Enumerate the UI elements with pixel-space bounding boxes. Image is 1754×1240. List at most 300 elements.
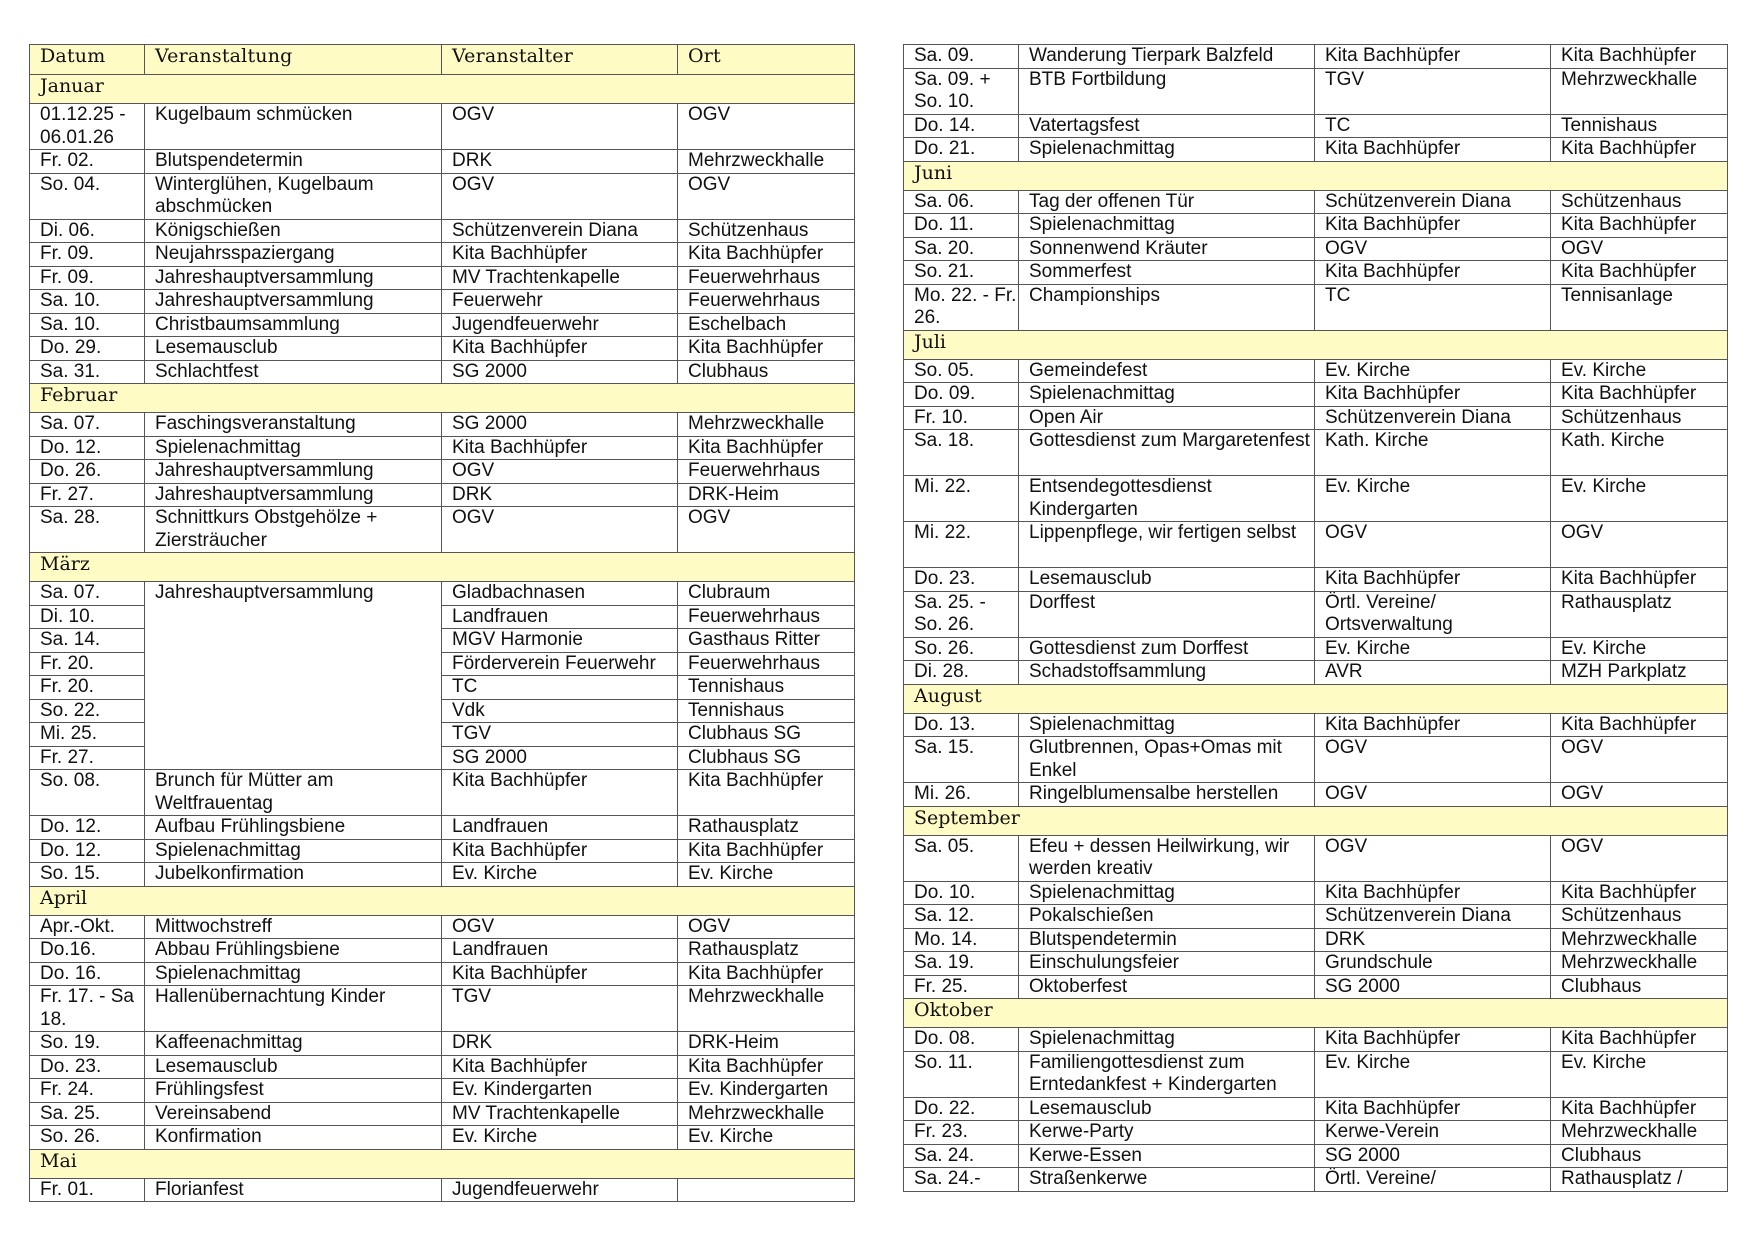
event-date: Sa. 28. xyxy=(30,507,145,553)
event-location: Kita Bachhüpfer xyxy=(1551,45,1728,69)
event-date: So. 26. xyxy=(30,1126,145,1150)
event-location: Ev. Kirche xyxy=(1551,476,1728,522)
event-row xyxy=(904,568,1728,592)
event-organizer: Kita Bachhüpfer xyxy=(1315,383,1551,407)
event-location: Kita Bachhüpfer xyxy=(678,839,855,863)
event-row xyxy=(904,835,1728,881)
event-title: Jahreshauptversammlung xyxy=(145,483,442,507)
event-location: Kita Bachhüpfer xyxy=(1551,1097,1728,1121)
event-location: Schützenhaus xyxy=(1551,406,1728,430)
event-title: Gemeindefest xyxy=(1019,359,1315,383)
event-date: Fr. 20. xyxy=(30,652,145,676)
event-organizer: Kita Bachhüpfer xyxy=(442,337,678,361)
event-location: OGV xyxy=(1551,237,1728,261)
event-date: Sa. 18. xyxy=(904,430,1019,476)
event-title: Spielenachmittag xyxy=(1019,383,1315,407)
event-title: Frühlingsfest xyxy=(145,1079,442,1103)
event-location: Schützenhaus xyxy=(1551,190,1728,214)
event-location: OGV xyxy=(1551,522,1728,568)
event-organizer: Jugendfeuerwehr xyxy=(442,313,678,337)
event-title: Einschulungsfeier xyxy=(1019,952,1315,976)
event-date: Fr. 02. xyxy=(30,150,145,174)
event-date: Sa. 05. xyxy=(904,835,1019,881)
event-organizer: Kita Bachhüpfer xyxy=(442,436,678,460)
event-location: OGV xyxy=(678,173,855,219)
month-row xyxy=(904,161,1728,190)
event-date: So. 15. xyxy=(30,863,145,887)
event-organizer: Feuerwehr xyxy=(442,290,678,314)
event-location: Kita Bachhüpfer xyxy=(678,1055,855,1079)
event-row xyxy=(904,591,1728,637)
event-organizer: Landfrauen xyxy=(442,939,678,963)
event-organizer: OGV xyxy=(442,104,678,150)
event-organizer: Kita Bachhüpfer xyxy=(442,962,678,986)
month-row xyxy=(30,553,855,582)
event-title: Championships xyxy=(1019,284,1315,330)
event-title: Jahreshauptversammlung xyxy=(145,266,442,290)
event-date: Fr. 27. xyxy=(30,746,145,770)
event-row xyxy=(904,737,1728,783)
event-organizer: Ev. Kirche xyxy=(442,1126,678,1150)
event-title: Pokalschießen xyxy=(1019,905,1315,929)
event-organizer: OGV xyxy=(1315,237,1551,261)
event-row xyxy=(904,1051,1728,1097)
event-title: Sommerfest xyxy=(1019,261,1315,285)
event-location: Ev. Kirche xyxy=(1551,1051,1728,1097)
event-organizer: Vdk xyxy=(442,699,678,723)
event-title: Kaffeenachmittag xyxy=(145,1032,442,1056)
event-organizer: Kita Bachhüpfer xyxy=(1315,138,1551,162)
event-organizer: Ev. Kirche xyxy=(1315,476,1551,522)
event-title: Brunch für Mütter am Weltfrauentag xyxy=(145,770,442,816)
month-heading: Oktober xyxy=(904,999,1728,1028)
event-title: Vatertagsfest xyxy=(1019,114,1315,138)
event-title: Lippenpflege, wir fertigen selbst xyxy=(1019,522,1315,568)
header-veranstaltung: Veranstaltung xyxy=(145,45,442,75)
event-title: Sonnenwend Kräuter xyxy=(1019,237,1315,261)
event-organizer: OGV xyxy=(1315,522,1551,568)
event-title: Königschießen xyxy=(145,219,442,243)
event-organizer: TGV xyxy=(442,986,678,1032)
event-location: DRK-Heim xyxy=(678,1032,855,1056)
event-title: Christbaumsammlung xyxy=(145,313,442,337)
event-title: Lesemausclub xyxy=(145,337,442,361)
event-date: Fr. 09. xyxy=(30,266,145,290)
event-title: Spielenachmittag xyxy=(145,962,442,986)
event-organizer: TGV xyxy=(442,723,678,747)
event-row xyxy=(30,770,855,816)
event-location: OGV xyxy=(1551,737,1728,783)
event-title: Spielenachmittag xyxy=(1019,1028,1315,1052)
event-organizer: DRK xyxy=(442,150,678,174)
event-title: Spielenachmittag xyxy=(1019,138,1315,162)
event-title: Jahreshauptversammlung xyxy=(145,582,442,770)
event-location: Kita Bachhüpfer xyxy=(1551,713,1728,737)
event-row xyxy=(30,173,855,219)
event-organizer: SG 2000 xyxy=(442,746,678,770)
event-organizer: OGV xyxy=(442,507,678,553)
event-date: Di. 28. xyxy=(904,661,1019,685)
event-organizer: OGV xyxy=(442,173,678,219)
event-organizer: Kath. Kirche xyxy=(1315,430,1551,476)
event-title: Spielenachmittag xyxy=(1019,713,1315,737)
header-ort: Ort xyxy=(678,45,855,75)
event-location: Kita Bachhüpfer xyxy=(678,436,855,460)
event-row xyxy=(904,783,1728,807)
event-date: Do. 21. xyxy=(904,138,1019,162)
event-row xyxy=(30,863,855,887)
event-row xyxy=(30,939,855,963)
event-row xyxy=(30,1079,855,1103)
event-location: Clubhaus xyxy=(678,360,855,384)
event-title: Konfirmation xyxy=(145,1126,442,1150)
event-row xyxy=(904,975,1728,999)
event-row xyxy=(904,476,1728,522)
event-organizer: Landfrauen xyxy=(442,816,678,840)
event-organizer: Kerwe-Verein xyxy=(1315,1121,1551,1145)
event-title: Spielenachmittag xyxy=(145,839,442,863)
event-date: Do. 12. xyxy=(30,816,145,840)
event-organizer: Ev. Kirche xyxy=(1315,359,1551,383)
event-location: Schützenhaus xyxy=(1551,905,1728,929)
event-location: Kita Bachhüpfer xyxy=(678,243,855,267)
event-row xyxy=(30,582,855,606)
event-location: Gasthaus Ritter xyxy=(678,629,855,653)
event-date: Fr. 09. xyxy=(30,243,145,267)
event-date: Do. 16. xyxy=(30,962,145,986)
event-title: Spielenachmittag xyxy=(145,436,442,460)
event-date: Apr.-Okt. xyxy=(30,915,145,939)
event-title: Oktoberfest xyxy=(1019,975,1315,999)
event-title: Faschingsveranstaltung xyxy=(145,413,442,437)
event-location: Mehrzweckhalle xyxy=(678,1102,855,1126)
month-row xyxy=(30,384,855,413)
event-date: Sa. 06. xyxy=(904,190,1019,214)
event-date: Do. 23. xyxy=(904,568,1019,592)
event-row xyxy=(30,266,855,290)
event-location: Schützenhaus xyxy=(678,219,855,243)
event-row xyxy=(904,138,1728,162)
event-organizer: Kita Bachhüpfer xyxy=(442,770,678,816)
event-row xyxy=(30,360,855,384)
event-location: Ev. Kirche xyxy=(1551,359,1728,383)
event-title: Kerwe-Party xyxy=(1019,1121,1315,1145)
event-organizer: Kita Bachhüpfer xyxy=(442,839,678,863)
event-location: Kita Bachhüpfer xyxy=(1551,383,1728,407)
event-location: Clubhaus SG xyxy=(678,746,855,770)
event-date: So. 22. xyxy=(30,699,145,723)
event-row xyxy=(904,261,1728,285)
event-row xyxy=(904,114,1728,138)
event-row xyxy=(30,436,855,460)
event-date: Sa. 31. xyxy=(30,360,145,384)
event-title: Gottesdienst zum Margaretenfest xyxy=(1019,430,1315,476)
event-location: Feuerwehrhaus xyxy=(678,652,855,676)
event-organizer: TGV xyxy=(1315,68,1551,114)
event-date: Mi. 22. xyxy=(904,522,1019,568)
event-row xyxy=(30,962,855,986)
event-organizer: MV Trachtenkapelle xyxy=(442,1102,678,1126)
event-location: Eschelbach xyxy=(678,313,855,337)
event-row xyxy=(30,816,855,840)
event-date: So. 19. xyxy=(30,1032,145,1056)
event-organizer: Schützenverein Diana xyxy=(442,219,678,243)
event-date: Do. 12. xyxy=(30,839,145,863)
event-organizer: Örtl. Vereine/ xyxy=(1315,1168,1551,1192)
event-row xyxy=(30,1178,855,1202)
event-organizer: Ev. Kindergarten xyxy=(442,1079,678,1103)
event-location: Mehrzweckhalle xyxy=(1551,928,1728,952)
event-organizer: Kita Bachhüpfer xyxy=(1315,881,1551,905)
event-location: OGV xyxy=(678,507,855,553)
event-row xyxy=(904,928,1728,952)
event-location: OGV xyxy=(1551,783,1728,807)
event-organizer: Kita Bachhüpfer xyxy=(1315,261,1551,285)
event-row xyxy=(904,214,1728,238)
event-date: So. 21. xyxy=(904,261,1019,285)
event-row xyxy=(30,243,855,267)
event-row xyxy=(30,507,855,553)
event-location: Tennishaus xyxy=(678,699,855,723)
event-row xyxy=(904,1097,1728,1121)
event-date: Do. 23. xyxy=(30,1055,145,1079)
event-organizer: TC xyxy=(1315,284,1551,330)
month-row xyxy=(30,886,855,915)
event-date: Do. 11. xyxy=(904,214,1019,238)
event-title: Tag der offenen Tür xyxy=(1019,190,1315,214)
event-location: Ev. Kirche xyxy=(678,1126,855,1150)
event-title: Entsendegottesdienst Kindergarten xyxy=(1019,476,1315,522)
month-heading: Januar xyxy=(30,75,855,104)
event-title: Blutspendetermin xyxy=(1019,928,1315,952)
event-date: Mi. 25. xyxy=(30,723,145,747)
event-title: Glutbrennen, Opas+Omas mit Enkel xyxy=(1019,737,1315,783)
month-heading: Juni xyxy=(904,161,1728,190)
event-location: Clubraum xyxy=(678,582,855,606)
event-location: Feuerwehrhaus xyxy=(678,605,855,629)
header-datum: Datum xyxy=(30,45,145,75)
event-row xyxy=(30,219,855,243)
event-organizer: OGV xyxy=(442,915,678,939)
event-location: Feuerwehrhaus xyxy=(678,460,855,484)
event-title: Wanderung Tierpark Balzfeld xyxy=(1019,45,1315,69)
event-organizer: DRK xyxy=(442,1032,678,1056)
event-organizer: Kita Bachhüpfer xyxy=(1315,1097,1551,1121)
event-title: Aufbau Frühlingsbiene xyxy=(145,816,442,840)
event-title: Schlachtfest xyxy=(145,360,442,384)
event-organizer: DRK xyxy=(442,483,678,507)
event-row xyxy=(904,190,1728,214)
event-organizer: SG 2000 xyxy=(1315,975,1551,999)
event-row xyxy=(904,284,1728,330)
event-row xyxy=(30,483,855,507)
event-title: Florianfest xyxy=(145,1178,442,1202)
event-row xyxy=(30,150,855,174)
event-organizer: Schützenverein Diana xyxy=(1315,190,1551,214)
event-date: Sa. 09. xyxy=(904,45,1019,69)
event-row xyxy=(30,313,855,337)
event-date: Mo. 14. xyxy=(904,928,1019,952)
event-organizer: Schützenverein Diana xyxy=(1315,905,1551,929)
event-organizer: Grundschule xyxy=(1315,952,1551,976)
event-organizer: OGV xyxy=(442,460,678,484)
event-organizer: OGV xyxy=(1315,835,1551,881)
event-row xyxy=(904,1121,1728,1145)
event-date: Sa. 24. xyxy=(904,1144,1019,1168)
month-row xyxy=(30,1149,855,1178)
event-row xyxy=(904,1028,1728,1052)
month-heading: Februar xyxy=(30,384,855,413)
event-location: OGV xyxy=(1551,835,1728,881)
event-title: Straßenkerwe xyxy=(1019,1168,1315,1192)
event-date: Sa. 07. xyxy=(30,582,145,606)
event-row xyxy=(904,637,1728,661)
event-location: Mehrzweckhalle xyxy=(1551,952,1728,976)
event-date: So. 08. xyxy=(30,770,145,816)
event-row xyxy=(30,1055,855,1079)
event-organizer: Ev. Kirche xyxy=(1315,1051,1551,1097)
event-organizer: Gladbachnasen xyxy=(442,582,678,606)
event-title: Kerwe-Essen xyxy=(1019,1144,1315,1168)
event-location: Kita Bachhüpfer xyxy=(678,962,855,986)
event-date: Fr. 10. xyxy=(904,406,1019,430)
event-location: Clubhaus xyxy=(1551,975,1728,999)
event-row xyxy=(904,430,1728,476)
event-location: Kita Bachhüpfer xyxy=(1551,881,1728,905)
event-organizer: SG 2000 xyxy=(1315,1144,1551,1168)
event-row xyxy=(904,661,1728,685)
event-date: Fr. 23. xyxy=(904,1121,1019,1145)
event-row xyxy=(904,1144,1728,1168)
event-organizer: Ev. Kirche xyxy=(1315,637,1551,661)
event-location: Kita Bachhüpfer xyxy=(1551,214,1728,238)
event-row xyxy=(30,290,855,314)
event-date: Fr. 20. xyxy=(30,676,145,700)
event-date: Fr. 01. xyxy=(30,1178,145,1202)
event-table-left xyxy=(29,44,855,1202)
event-title: Jubelkonfirmation xyxy=(145,863,442,887)
event-date: Do. 12. xyxy=(30,436,145,460)
event-date: Di. 06. xyxy=(30,219,145,243)
event-location: Rathausplatz xyxy=(678,939,855,963)
event-location: Kita Bachhüpfer xyxy=(678,770,855,816)
event-row xyxy=(904,383,1728,407)
month-heading: März xyxy=(30,553,855,582)
event-location xyxy=(678,1178,855,1202)
event-location: Kath. Kirche xyxy=(1551,430,1728,476)
event-date: Sa. 10. xyxy=(30,290,145,314)
event-table-right xyxy=(903,44,1728,1192)
event-organizer: Kita Bachhüpfer xyxy=(442,1055,678,1079)
event-location: Rathausplatz xyxy=(678,816,855,840)
event-row xyxy=(904,713,1728,737)
event-organizer: OGV xyxy=(1315,737,1551,783)
event-location: Kita Bachhüpfer xyxy=(1551,261,1728,285)
event-title: Hallenübernachtung Kinder xyxy=(145,986,442,1032)
event-title: Schnittkurs Obstgehölze + Ziersträucher xyxy=(145,507,442,553)
event-date: Sa. 25. - So. 26. xyxy=(904,591,1019,637)
event-location: Tennisanlage xyxy=(1551,284,1728,330)
event-organizer: AVR xyxy=(1315,661,1551,685)
event-row xyxy=(904,359,1728,383)
event-date: Sa. 19. xyxy=(904,952,1019,976)
event-date: Do. 10. xyxy=(904,881,1019,905)
event-title: BTB Fortbildung xyxy=(1019,68,1315,114)
event-date: Do. 13. xyxy=(904,713,1019,737)
event-date: So. 11. xyxy=(904,1051,1019,1097)
event-title: Winterglühen, Kugelbaum abschmücken xyxy=(145,173,442,219)
event-row xyxy=(30,839,855,863)
event-date: Fr. 24. xyxy=(30,1079,145,1103)
event-row xyxy=(30,1102,855,1126)
event-row xyxy=(30,915,855,939)
event-date: Sa. 10. xyxy=(30,313,145,337)
event-title: Jahreshauptversammlung xyxy=(145,290,442,314)
event-title: Schadstoffsammlung xyxy=(1019,661,1315,685)
event-location: Kita Bachhüpfer xyxy=(678,337,855,361)
event-date: Sa. 14. xyxy=(30,629,145,653)
event-date: Sa. 12. xyxy=(904,905,1019,929)
event-date: Do. 22. xyxy=(904,1097,1019,1121)
event-row xyxy=(30,1032,855,1056)
event-title: Vereinsabend xyxy=(145,1102,442,1126)
event-row xyxy=(30,104,855,150)
event-location: Rathausplatz xyxy=(1551,591,1728,637)
month-heading: September xyxy=(904,806,1728,835)
event-organizer: Kita Bachhüpfer xyxy=(1315,713,1551,737)
event-row xyxy=(904,406,1728,430)
event-row xyxy=(30,986,855,1032)
event-organizer: Örtl. Vereine/ Ortsverwaltung xyxy=(1315,591,1551,637)
event-location: Mehrzweckhalle xyxy=(678,413,855,437)
event-row xyxy=(30,337,855,361)
event-date: Sa. 09. + So. 10. xyxy=(904,68,1019,114)
event-location: Kita Bachhüpfer xyxy=(1551,138,1728,162)
month-row xyxy=(904,999,1728,1028)
event-organizer: SG 2000 xyxy=(442,360,678,384)
event-date: Do.16. xyxy=(30,939,145,963)
event-title: Mittwochstreff xyxy=(145,915,442,939)
event-title: Spielenachmittag xyxy=(1019,214,1315,238)
event-title: Gottesdienst zum Dorffest xyxy=(1019,637,1315,661)
event-location: Mehrzweckhalle xyxy=(1551,68,1728,114)
event-organizer: Förderverein Feuerwehr xyxy=(442,652,678,676)
event-date: So. 05. xyxy=(904,359,1019,383)
event-location: Mehrzweckhalle xyxy=(1551,1121,1728,1145)
event-location: Tennishaus xyxy=(1551,114,1728,138)
event-date: Mi. 22. xyxy=(904,476,1019,522)
month-row xyxy=(30,75,855,104)
event-date: So. 26. xyxy=(904,637,1019,661)
event-location: Ev. Kirche xyxy=(1551,637,1728,661)
event-location: Kita Bachhüpfer xyxy=(1551,568,1728,592)
event-location: Mehrzweckhalle xyxy=(678,150,855,174)
month-row xyxy=(904,684,1728,713)
event-location: Clubhaus xyxy=(1551,1144,1728,1168)
event-date: Sa. 15. xyxy=(904,737,1019,783)
event-title: Lesemausclub xyxy=(1019,568,1315,592)
event-organizer: DRK xyxy=(1315,928,1551,952)
event-row xyxy=(904,1168,1728,1192)
event-title: Lesemausclub xyxy=(145,1055,442,1079)
month-heading: August xyxy=(904,684,1728,713)
event-date: Do. 26. xyxy=(30,460,145,484)
event-location: DRK-Heim xyxy=(678,483,855,507)
month-heading: Mai xyxy=(30,1149,855,1178)
event-location: Feuerwehrhaus xyxy=(678,290,855,314)
event-date: Do. 14. xyxy=(904,114,1019,138)
event-organizer: MGV Harmonie xyxy=(442,629,678,653)
